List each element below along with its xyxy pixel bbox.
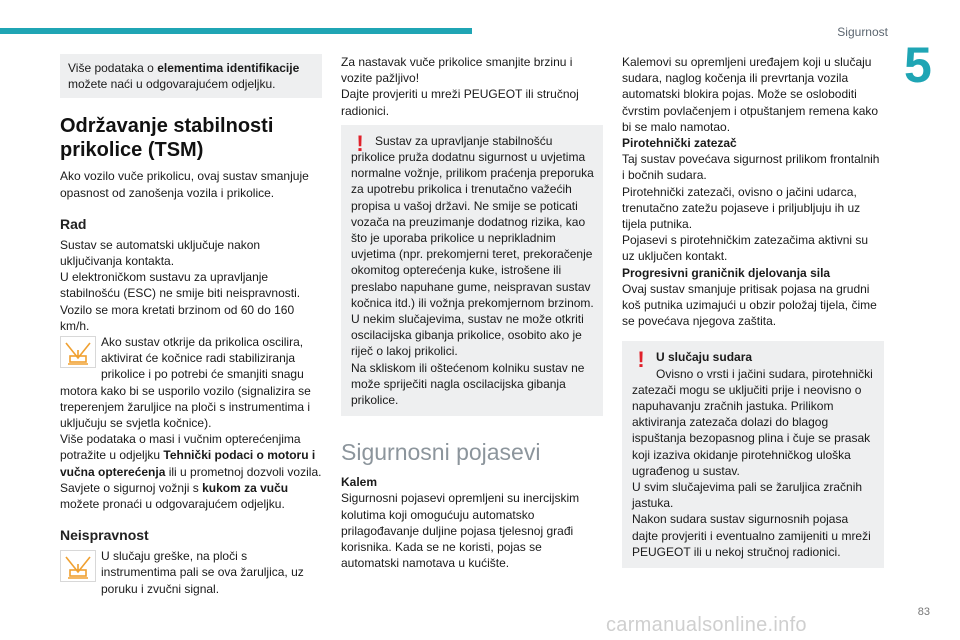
column-1 — [60, 54, 322, 597]
top-accent-bar — [0, 28, 472, 34]
warning-tsm-text-1: Sustav za upravljanje stabilnošću prikolice pruža dodatnu sigurnost u uvjetima normalne vožnje, prilikom praćenja preporuka za upotrebu prikolica i trenutačno važećih propisa u vašoj državi. Ne smije se poticati vozača na preuzimanje dodatnog rizika, kao što je uporaba prikolice u neprikladnim uvjetima (npr. prekomjerni teret, prekoračenje okomitog opterećenja kuke, istrošene ili preslabo napuhane gume, neispravan sustav kočnica itd.) ili vožnja prekomjernom brzinom. — [351, 133, 594, 310]
rad-icon-text: Ako sustav otkrije da prikolica oscilira, aktivirat će kočnice radi stabiliziranja prikolice i po potrebi će smanjiti snagu motora kako bi se usporilo vozilo (signalizira se treperenjem žaruljice na ploči s instrumentima i uključuju se svjetla kočnice). — [60, 335, 311, 431]
column-2 — [341, 54, 603, 571]
neispravnost-text: U slučaju greške, na ploči s instrumentima pali se ova žaruljica, uz poruku i zvučni signal. — [101, 549, 304, 596]
piro-heading: Pirotehnički zatezač — [622, 136, 737, 151]
info-box — [60, 54, 322, 98]
exclamation-icon: ! — [356, 130, 364, 156]
tsm-intro: Ako vozilo vuče prikolicu, ovaj sustav smanjuje opasnost od zanošenja vozila i prikolice. — [60, 169, 309, 200]
info-text: Više podataka o elementima identifikacije možete naći u odgovarajućem odjeljku. — [68, 61, 300, 92]
watermark: carmanualsonline.info — [606, 614, 807, 636]
warning-collision-heading: U slučaju sudara — [656, 350, 753, 365]
chapter-number: 5 — [904, 37, 932, 93]
trailer-sway-icon — [60, 336, 96, 368]
section-heading-tsm: Održavanje stabilnosti prikolice (TSM) — [60, 115, 274, 162]
warning-tsm-text-3: Na skliskom ili oštećenom kolniku sustav ne može spriječiti nagla oscilacijska gibanja prikolice. — [351, 360, 585, 408]
section-title: Sigurnost — [837, 25, 888, 39]
warning-collision-text-3: Nakon sudara sustav sigurnosnih pojasa dajte provjeriti i eventualno zamijeniti u mreži PEUGEOT ili u nekoj stručnoj radionici. — [632, 512, 871, 559]
rad-icon-note — [60, 334, 322, 431]
subheading-neispravnost: Neispravnost — [60, 527, 149, 544]
col2-paragraph-2: Dajte provjeriti u mreži PEUGEOT ili stručnoj radionici. — [341, 87, 579, 118]
kalem-heading: Kalem — [341, 475, 378, 490]
warning-box-collision — [622, 341, 884, 568]
rad-paragraph-5: Savjete o sigurnoj vožnji s kukom za vuču možete pronaći u odgovarajućem odjeljku. — [60, 480, 289, 512]
warning-box-tsm — [341, 125, 603, 416]
rad-paragraph-2: U elektroničkom sustavu za upravljanje stabilnošću (ESC) ne smije biti neispravnosti. — [60, 270, 301, 301]
rad-paragraph-3: Vozilo se mora kretati brzinom od 60 do 160 km/h. — [60, 302, 295, 333]
column-3 — [622, 54, 884, 568]
rad-paragraph-4: Više podataka o masi i vučnim opterećenjima potražite u odjeljku Tehnički podaci o motoru i vučna opterećenja ili u prometnoj dozvoli vozila. — [60, 432, 322, 479]
prog-paragraph-1: Ovaj sustav smanjuje pritisak pojasa na grudni koš putnika uzimajući u obzir položaj tijela, čime se povećava njegova zaštita. — [622, 281, 877, 329]
warning-collision-text-1: Ovisno o vrsti i jačini sudara, pirotehnički zatezači mogu se uključiti prije i neovisno o napuhavanju zračnih jastuka. Prilikom aktiviranja zatezača dolazi do blagog ispuštanja bezopasnog plina i čuje se prasak koji izaziva okidanje pirotehničkog uloška ugrađenog u sustav. — [632, 366, 873, 478]
page-number: 83 — [917, 606, 930, 618]
piro-paragraph-1: Taj sustav povećava sigurnost prilikom frontalnih i bočnih sudara. — [622, 152, 880, 183]
trailer-sway-icon — [60, 550, 96, 582]
kalem-text: Sigurnosni pojasevi opremljeni su inercijskim kolutima koji omogućuju automatsko prilagođavanje duljine pojasa tjelesnoj građi korisnika. Kada se ne koristi, pojas se automatski namotava u kućište. — [341, 491, 580, 571]
exclamation-icon: ! — [637, 347, 645, 373]
piro-paragraph-3: Pojasevi s pirotehničkim zatezačima aktivni su uz uključen kontakt. — [622, 233, 869, 264]
neispravnost-icon-note — [60, 548, 322, 597]
warning-tsm-text-2: U nekim slučajevima, sustav ne može otkriti oscilacijska gibanja prikolice, osobito ako je riječ o lakoj prikolici. — [351, 312, 584, 359]
prog-heading: Progresivni graničnik djelovanja sila — [622, 265, 831, 280]
col3-paragraph-1: Kalemovi su opremljeni uređajem koji u slučaju sudara, naglog kočenja ili prevrtanja vozila automatski blokira pojas. Može se osloboditi čvrstim povlačenjem i otpuštanjem remena kako bi se malo namotao. — [622, 55, 879, 134]
subheading-rad: Rad — [60, 215, 87, 232]
warning-collision-text-2: U svim slučajevima pali se žaruljica zračnih jastuka. — [632, 480, 863, 511]
section-heading-seatbelts: Sigurnosni pojasevi — [341, 439, 541, 466]
piro-paragraph-2: Pirotehnički zatezači, ovisno o jačini udarca, trenutačno zatežu pojaseve i priljubljuju ih uz tijela putnika. — [622, 184, 861, 232]
rad-paragraph-1: Sustav se automatski uključuje nakon uključivanja kontakta. — [60, 237, 261, 269]
col2-paragraph-1: Za nastavak vuče prikolice smanjite brzinu i vozite pažljivo! — [341, 55, 573, 86]
